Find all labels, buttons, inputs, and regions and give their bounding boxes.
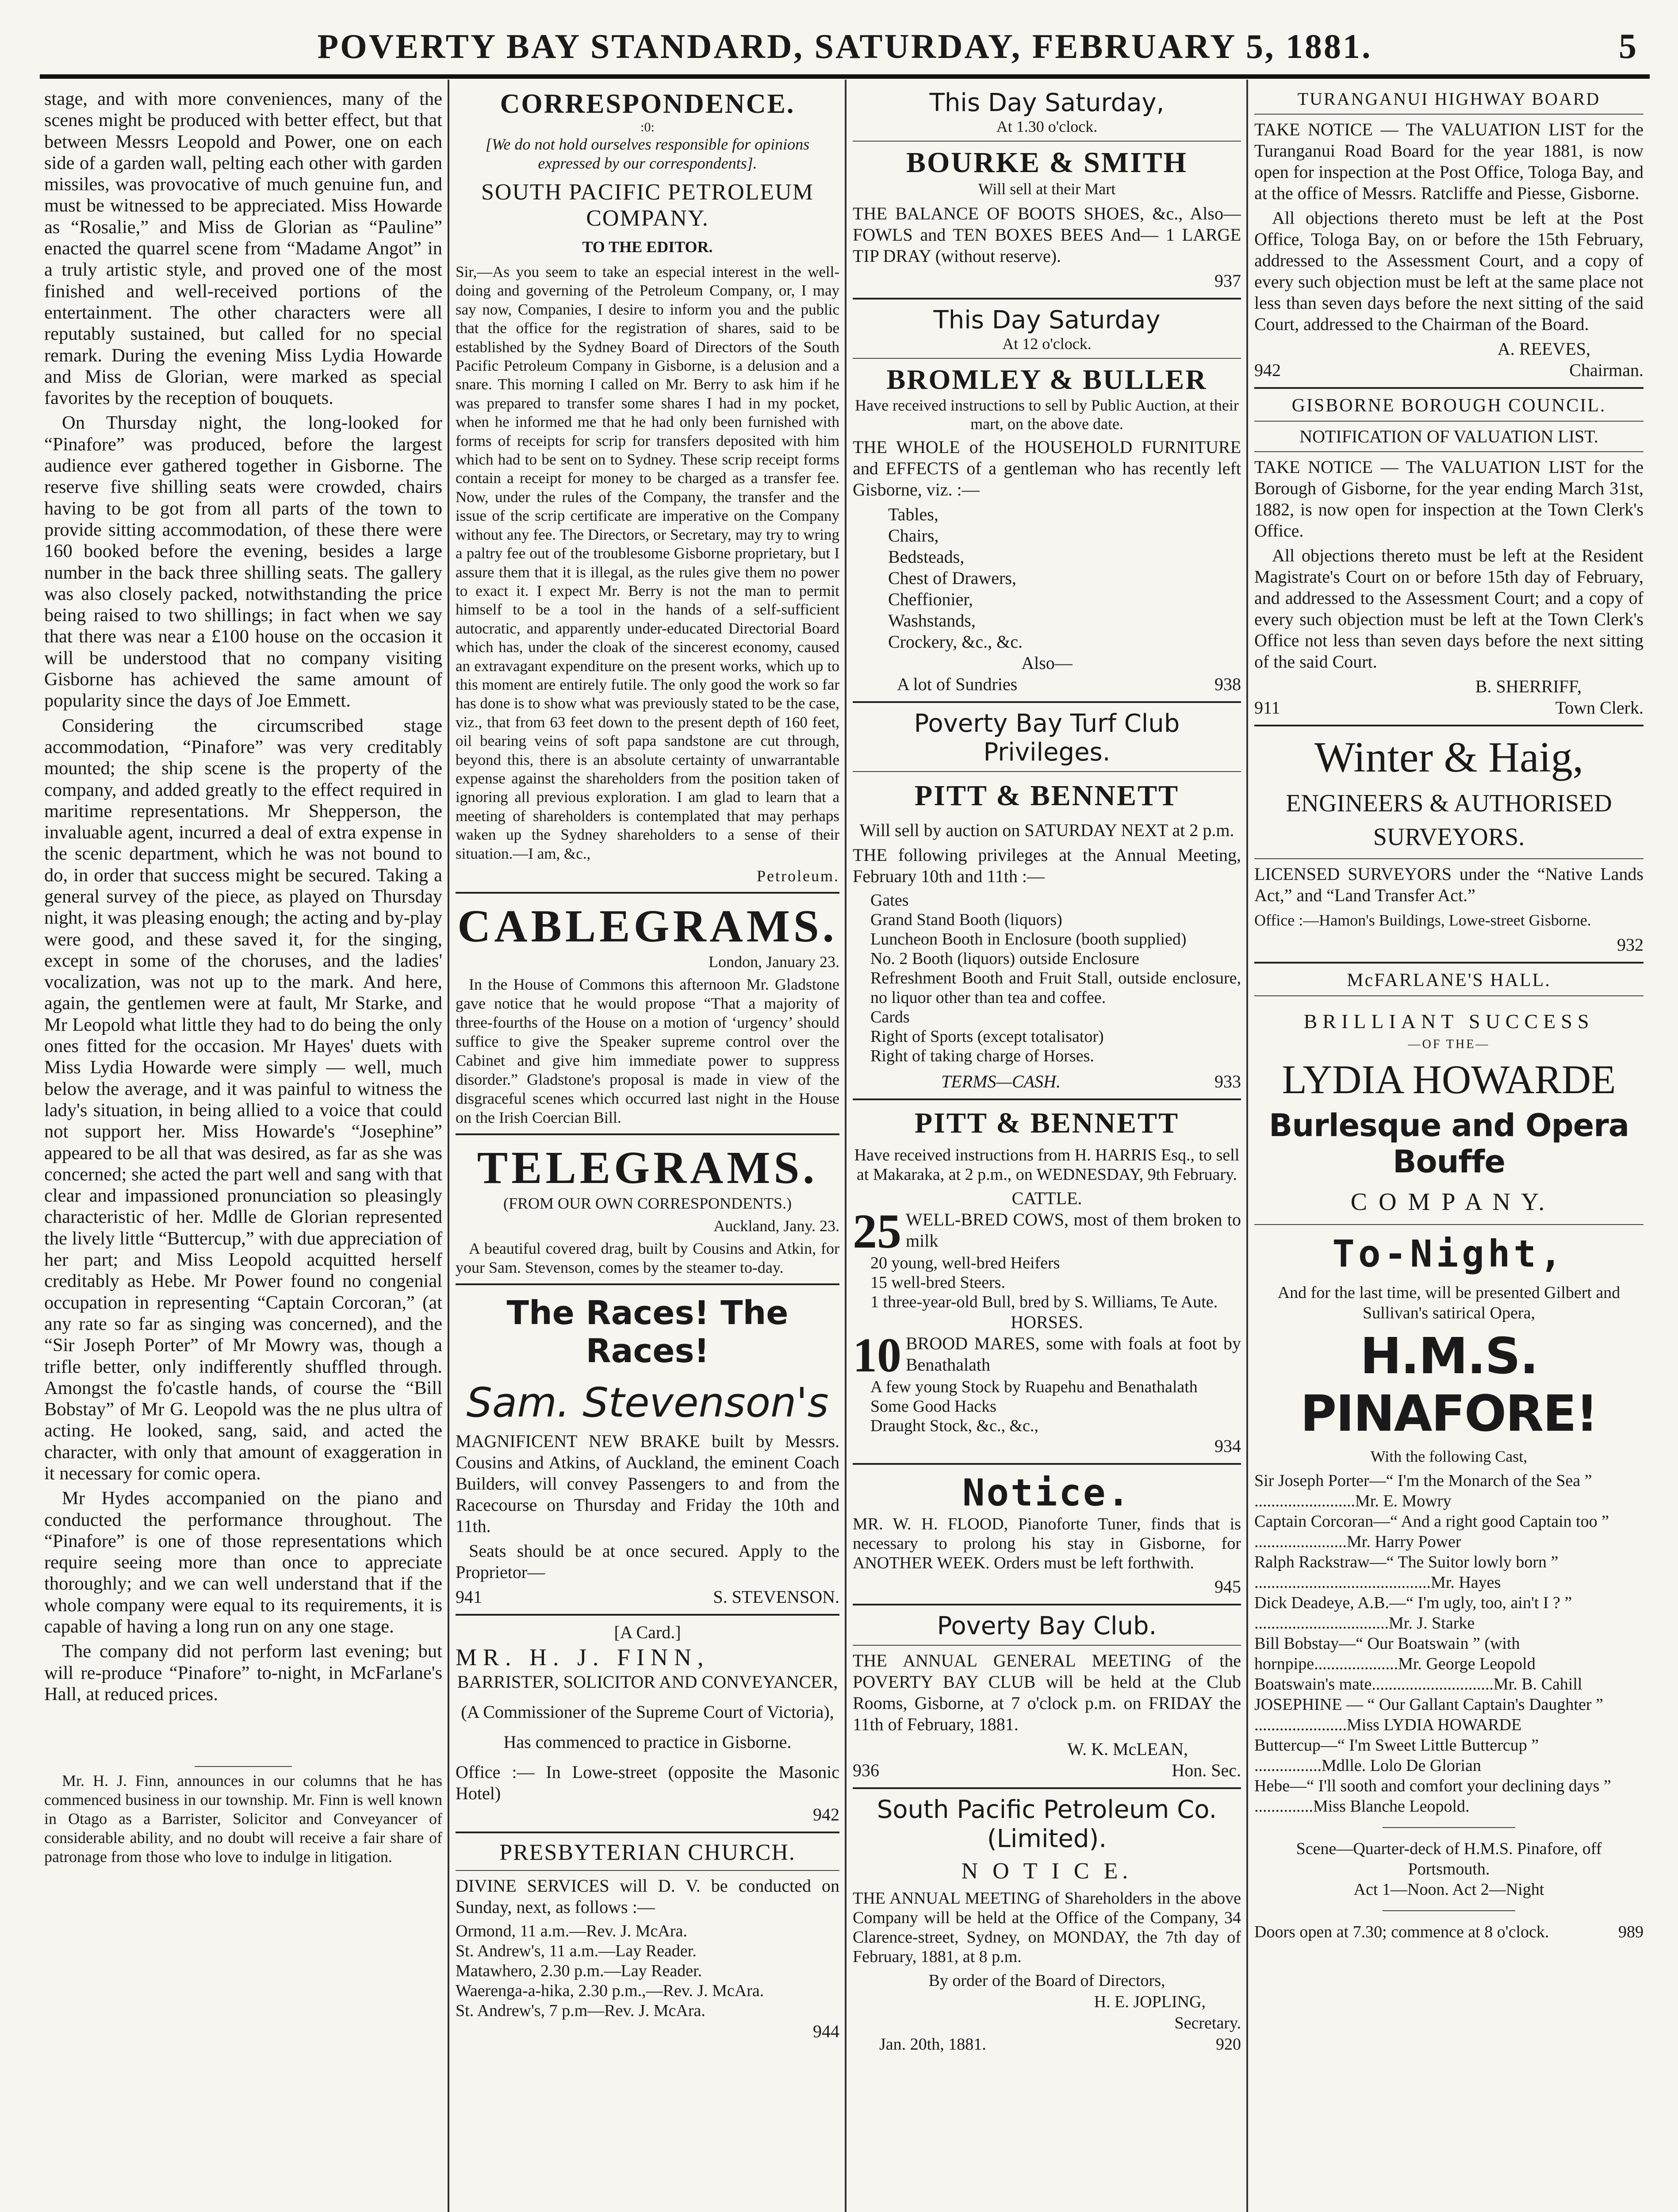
divider	[456, 1133, 839, 1135]
races-heading: The Races! The Races!	[506, 1294, 789, 1370]
hall-heading: McFARLANE'S HALL.	[1347, 970, 1551, 991]
horses-count: 10	[853, 1333, 901, 1377]
list-item: Washstands,	[888, 611, 976, 630]
hms-pinafore-heading: H.M.S. PINAFORE!	[1300, 1328, 1598, 1443]
list-item: Gates	[870, 891, 909, 910]
divider	[1254, 995, 1644, 996]
ad-number: 936	[853, 1760, 879, 1780]
bromley-body: THE WHOLE of the HOUSEHOLD FURNITURE and EFFECTS of a gentleman who has recently left Gisborne, viz. :—	[853, 437, 1241, 499]
winter-haig-subheading: ENGINEERS & AUTHORISED SURVEYORS.	[1286, 790, 1612, 851]
divider	[853, 1645, 1241, 1646]
list-item: Luncheon Booth in Enclosure (booth supplied)	[870, 930, 1187, 949]
ad-number: 911	[1254, 698, 1280, 718]
divider	[456, 892, 839, 894]
divider	[1254, 725, 1644, 726]
list-item: Cards	[870, 1008, 910, 1026]
bromley-also: Also—	[1021, 653, 1073, 673]
winter-haig-body: LICENSED SURVEYORS under the “Native Lands Act,” and “Land Transfer Act.”	[1254, 864, 1644, 905]
article-paragraph: On Thursday night, the long-looked for “Pinafore” was produced, before the largest audience ever gathered together in Gisborne. The reserve five shilling seats were crowded, chairs having to be got from all parts of the town to provide sitting accommodation, of these there were 160 booked before the evening, besides a large number in the back three shilling seats. The gallery was also closely packed, notwithstanding the price being raised to two shillings; in fact when we say that there was near a £100 house on the occasion it will be understood that no company visiting Gisborne has achieved the same amount of popularity since the days of Joe Emmett.	[44, 412, 442, 711]
divider	[1254, 962, 1644, 964]
divider	[1254, 387, 1644, 389]
correspondence-disclaimer: [We do not hold ourselves responsible for opinions expressed by our correspondents].	[485, 135, 810, 172]
club-body: THE ANNUAL GENERAL MEETING of the POVERTY BAY CLUB will be held at the Club Rooms, Gisborne, at 7 o'clock p.m. on FRIDAY the 11th of February, 1881.	[853, 1651, 1241, 1734]
divider	[853, 1604, 1241, 1605]
notice-heading: Notice.	[962, 1471, 1131, 1514]
divider	[853, 1463, 1241, 1465]
service-line: St. Andrew's, 11 a.m.—Lay Reader.	[456, 1942, 697, 1960]
column-3	[853, 88, 1241, 2212]
petroleum-signature: H. E. JOPLING,	[1094, 1993, 1206, 2011]
article-body	[44, 88, 442, 1705]
list-item: A few young Stock by Ruapehu and Benathalath	[870, 1378, 1198, 1396]
divider	[1254, 451, 1644, 452]
masthead-title: POVERTY BAY STANDARD, SATURDAY, FEBRUARY 5, 1881.	[317, 27, 1372, 65]
divider	[853, 1787, 1241, 1789]
list-item: Crockery, &c., &c.	[888, 632, 1023, 652]
petroleum-order: By order of the Board of Directors,	[928, 1971, 1165, 1990]
ad-number: 942	[813, 1805, 839, 1824]
cattle-list	[853, 1253, 1241, 1312]
cast-list	[1254, 1471, 1644, 1816]
terms-line: TERMS—CASH. 933	[941, 1071, 1241, 1091]
ad-number: 934	[1214, 1436, 1241, 1456]
doors-line: Doors open at 7.30; commence at 8 o'clock. 989	[1254, 1923, 1644, 1941]
telegrams-heading: TELEGRAMS.	[477, 1142, 818, 1193]
borough-council-heading: GISBORNE BOROUGH COUNCIL.	[1291, 396, 1606, 416]
list-item: Chest of Drawers,	[888, 568, 1016, 588]
turf-club-heading: Poverty Bay Turf Club Privileges.	[914, 709, 1180, 767]
cast-entry: Dick Deadeye, A.B.—“ I'm ugly, too, ain't I ? ” ................................Mr. J. Starke	[1254, 1594, 1572, 1632]
presbyterian-heading: PRESBYTERIAN CHURCH.	[499, 1840, 796, 1865]
pitt-bennett-name: PITT & BENNETT	[914, 780, 1180, 812]
stevenson-signature: 941 S. STEVENSON.	[456, 1587, 839, 1607]
petroleum-body: THE ANNUAL MEETING of Shareholders in the above Company will be held at the Office of the Company, 34 Clarence-street, Sydney, on MONDAY, the 7th day of February, 1881, at 8 p.m.	[853, 1889, 1241, 1966]
letter-title: SOUTH PACIFIC PETROLEUM COMPANY.	[481, 180, 814, 231]
list-item: Refreshment Booth and Fruit Stall, outside enclosure, no liquor other than tea and coffee.	[870, 969, 1241, 1007]
cast-entry: Buttercup—“ I'm Sweet Little Buttercup ” ................Mdlle. Lolo De Glorian	[1254, 1736, 1539, 1775]
letter-body: Sir,—As you seem to take an especial interest in the well-doing and governing of the Petroleum Company, or, I may say now, Companies, I desire to inform you and the public that the office for the registration of shares, said to be established by the Sydney Board of Directors of the South Pacific Petroleum Company in Gisborne, is a delusion and a snare. This morning I called on Mr. Berry to ask him if he was prepared to transfer some shares I had in my pocket, when he informed me that he had only been furnished with forms of receipts for scrip for transfers deposited with him which had to be sent on to Sydney. These scrip receipt forms contain a receipt for money to be charged as a transfer fee. Now, under the rules of the Company, the transfer and the issue of the scrip certificate are imperative on the Company without any fee. The Directors, or Secretary, may try to wring a paltry fee out of the troublesome Gisborne proprietary, but I assure them that it is illegal, as the rules give them no power to exact it. I expect Mr. Berry is not the man to permit himself to be a tool in the hands of a self-sufficient autocratic, and apparently under-educated Directorial Board which has, under the cloak of the sincerest economy, caused an extravagant expenditure on the present works, which up to this moment are entirely futile. The only good the work so far has done is to show what was previously stated to be the case, viz., that from 63 feet down to the present depth of 160 feet, oil bearing veins of soft papa sandstone are cut through, beyond this, there is an absolute certainty of unwarrantable expense against the shareholders from the position taken of ignoring all previous exploration. I am glad to learn that a meeting of shareholders is contemplated that may perhaps waken up the Sydney shareholders to a sense of their situation.—I am, &c.,	[456, 263, 839, 862]
ad-number: 933	[1214, 1071, 1241, 1091]
letter-signature: Petroleum.	[757, 867, 839, 885]
article-paragraph: The company did not perform last evening; but will re-produce “Pinafore” to-night, in McFarlane's Hall, at reduced prices.	[44, 1641, 442, 1705]
cattle-body: WELL-BRED COWS, most of them broken to milk	[906, 1210, 1241, 1251]
pitt-bennett-name: PITT & BENNETT	[914, 1107, 1180, 1139]
finn-note: Mr. H. J. Finn, announces in our columns that he has commenced business in our township. Mr. Finn is well known in Otago as a Barrister, Solicitor and Conveyancer of considerable ability, and no doubt will receive a fair share of patronage from those who love to indulge in litigation.	[44, 1772, 442, 1866]
tele-body: A beautiful covered drag, built by Cousins and Atkin, for your Sam. Stevenson, comes by the steamer to-day.	[456, 1240, 839, 1276]
list-item: Chairs,	[888, 526, 939, 545]
brilliant-success: BRILLIANT SUCCESS	[1303, 1010, 1594, 1033]
list-item: Tables,	[888, 504, 939, 524]
masthead	[44, 18, 1645, 71]
winter-haig-office: Office :—Hamon's Buildings, Lowe-street Gisborne.	[1254, 911, 1591, 929]
ad-number: 942	[1254, 360, 1281, 380]
service-line: St. Andrew's, 7 p.m—Rev. J. McAra.	[456, 2001, 705, 2020]
service-line: Matawhero, 2.30 p.m.—Lay Reader.	[456, 1962, 702, 1980]
cast-entry: Hebe—“ I'll sooth and comfort your declining days ” ..............Miss Blanche Leopold.	[1254, 1777, 1611, 1816]
divider	[456, 1832, 839, 1833]
list-item: Cheffionier,	[888, 589, 973, 609]
bromley-list	[853, 504, 1241, 653]
presbyterian-intro: DIVINE SERVICES will D. V. be conducted on Sunday, next, as follows :—	[456, 1876, 839, 1917]
lydia-howarde: LYDIA HOWARDE	[1282, 1057, 1616, 1102]
finn-title: BARRISTER, SOLICITOR AND CONVEYANCER,	[457, 1672, 838, 1692]
privileges-list	[853, 891, 1241, 1066]
divider	[1254, 858, 1644, 859]
petroleum-heading: South Pacific Petroleum Co. (Limited).	[877, 1795, 1217, 1853]
cast-entry: JOSEPHINE — “ Our Gallant Captain's Daughter ” ......................Miss LYDIA HOWARDE	[1254, 1695, 1603, 1734]
column-2	[456, 88, 839, 2212]
masthead-rule	[40, 74, 1650, 79]
divider	[853, 358, 1241, 359]
cast-entry: Boatswain's mate.............................Mr. B. Cahill	[1254, 1675, 1582, 1694]
cast-label: With the following Cast,	[1370, 1448, 1528, 1465]
column-divider	[448, 80, 449, 2212]
club-signature: W. K. McLEAN,	[1067, 1739, 1188, 1759]
ad-number: 937	[1214, 271, 1241, 291]
divider	[853, 701, 1241, 703]
tonight-body: And for the last time, will be presented Gilbert and Sullivan's satirical Opera,	[1277, 1283, 1621, 1322]
article-paragraph: Mr Hydes accompanied on the piano and conducted the performance throughout. The “Pinafore” is one of those representations which require seeing more than once to appreciate thoroughly; and we can well understand that if the whole company were equal to its requirements, it is capable of having a long run on any one stage.	[44, 1488, 442, 1637]
article-paragraph: stage, and with more conveniences, many of the scenes might be produced with better effect, but that between Messrs Leopold and Power, one on each side of a garden wall, pelting each other with garden missiles, was provocative of much genuine fun, and must be witnessed to be appreciated. Miss Howarde as “Rosalie,” and Miss de Glorian as “Pauline” enacted the quarrel scene from “Madame Angot” in a truly artistic style, and proved one of the most finished and well-received portions of the entertainment. The other characters were all reputably sustained, but called for no special remark. During the evening Miss Lydia Howarde and Miss de Glorian, were marked as special favorites by the reception of bouquets.	[44, 88, 442, 409]
borough-signature: B. SHERRIFF,	[1475, 676, 1582, 696]
divider	[1254, 114, 1644, 115]
petroleum-notice-label: N O T I C E.	[961, 1859, 1133, 1884]
highway-body: TAKE NOTICE — The VALUATION LIST for the Turanganui Road Board for the year 1881, is now open for inspection at the Post Office, Tologa Bay, and at the office of Messrs. Ratcliffe and Piesse, Gisborne.	[1254, 119, 1644, 203]
borough-body: TAKE NOTICE — The VALUATION LIST for the Borough of Gisborne, for the year ending March 31st, 1882, is now open for inspection at the Town Clerk's Office.	[1254, 457, 1644, 541]
stevenson-body2: Seats should be at once secured. Apply to the Proprietor—	[456, 1541, 839, 1582]
ad-number: 920	[1216, 2035, 1241, 2054]
cable-body: In the House of Commons this afternoon Mr. Gladstone gave notice that he would propose “That a majority of three-fourths of the House on a motion of ‘urgency’ should suffice to give the Speaker supreme control over the Cabinet and give him immediate power to suppress disorder.” Gladstone's proposal is made in view of the disgraceful scenes which occurred last night in the House on the Irish Coercian Bill.	[456, 975, 839, 1126]
pitt-body: THE following privileges at the Annual Meeting, February 10th and 11th :—	[853, 845, 1241, 886]
divider	[853, 771, 1241, 772]
cattle-count: 25	[853, 1209, 901, 1253]
cablegrams-heading: CABLEGRAMS.	[457, 901, 838, 952]
cast-entry: Ralph Rackstraw—“ The Suitor lowly born ” ..........................................Mr. Hayes	[1254, 1553, 1559, 1592]
divider	[1254, 421, 1644, 422]
divider	[1383, 1827, 1515, 1828]
petroleum-secretary: Secretary.	[1174, 2014, 1241, 2032]
letter-to: TO THE EDITOR.	[582, 238, 713, 256]
cast-entry: Bill Bobstay—“ Our Boatswain ” (with hornpipe....................Mr. George Leopold	[1254, 1634, 1536, 1673]
telegrams-subheading: (FROM OUR OWN CORRESPONDENTS.)	[503, 1194, 792, 1212]
list-item: No. 2 Booth (liquors) outside Enclosure	[870, 949, 1139, 968]
highway-sig-line: 942 Chairman.	[1254, 360, 1644, 380]
list-item: Bedsteads,	[888, 547, 965, 567]
pitt-intro: Will sell by auction on SATURDAY NEXT at 2 p.m.	[859, 820, 1234, 840]
divider	[853, 1098, 1241, 1100]
stevenson-name: Sam. Stevenson's	[466, 1379, 829, 1426]
club-heading: Poverty Bay Club.	[937, 1612, 1157, 1640]
highway-body2: All objections thereto must be left at the Post Office, Tologa Bay, on or before the 15th February, addressed to the Assessment Court, and a copy of every such objection must be left at the same place not less than seven days before the next sitting of the said Court, addressed to the Chairman of the Board.	[1254, 208, 1644, 334]
bourke-items: THE BALANCE OF BOOTS SHOES, &c., Also— FOWLS and TEN BOXES BEES And— 1 LARGE TIP DRAY (without reserve).	[853, 204, 1241, 266]
column-divider	[1246, 80, 1248, 2212]
of-the: —OF THE—	[1408, 1037, 1490, 1051]
presbyterian-services	[456, 1921, 839, 2021]
highway-board-heading: TURANGANUI HIGHWAY BOARD	[1297, 89, 1601, 109]
page-number: 5	[1619, 27, 1636, 66]
scene-line: Scene—Quarter-deck of H.M.S. Pinafore, off Portsmouth.	[1296, 1839, 1602, 1878]
service-line: Waerenga-a-hika, 2.30 p.m.,—Rev. J. McAra.	[456, 1982, 764, 2000]
auction-time: At 1.30 o'clock.	[996, 118, 1098, 135]
club-sig-line: 936 Hon. Sec.	[853, 1760, 1241, 1780]
highway-signature: A. REEVES,	[1498, 339, 1590, 359]
service-line: Ormond, 11 a.m.—Rev. J. McAra.	[456, 1922, 687, 1940]
divider	[1254, 1224, 1644, 1225]
ad-number: 938	[1214, 674, 1241, 694]
cast-entry: Sir Joseph Porter—“ I'm the Monarch of the Sea ” ........................Mr. E. Mowry	[1254, 1471, 1592, 1510]
divider	[456, 1614, 839, 1616]
list-item: Right of Sports (except totalisator)	[870, 1027, 1104, 1046]
divider	[456, 1283, 839, 1285]
horses-entry	[853, 1333, 1241, 1377]
bromley-sundries-line: A lot of Sundries 938	[897, 674, 1241, 694]
horses-label: HORSES.	[1011, 1312, 1083, 1332]
petroleum-date-line: Jan. 20th, 1881. 920	[853, 2034, 1241, 2055]
column-1	[44, 88, 442, 2212]
winter-haig-heading: Winter & Haig,	[1314, 733, 1584, 781]
divider	[853, 298, 1241, 300]
cattle-entry	[853, 1209, 1241, 1253]
list-item: 1 three-year-old Bull, bred by S. Williams, Te Aute.	[870, 1293, 1218, 1311]
ad-number: 989	[1618, 1923, 1644, 1941]
list-item: Draught Stock, &c., &c.,	[870, 1417, 1038, 1435]
borough-subheading: NOTIFICATION OF VALUATION LIST.	[1299, 426, 1598, 446]
divider	[195, 1766, 292, 1767]
divider-ornament: :0:	[640, 120, 655, 134]
auction-day-heading: This Day Saturday	[933, 306, 1161, 334]
list-item: 15 well-bred Steers.	[870, 1273, 1005, 1292]
company-heading: C O M P A N Y.	[1350, 1188, 1548, 1216]
finn-commission: (A Commissioner of the Supreme Court of Victoria),	[461, 1702, 834, 1722]
finn-name: MR. H. J. FINN,	[456, 1644, 710, 1671]
finn-practice: Has commenced to practice in Gisborne.	[503, 1732, 792, 1752]
list-item: Right of taking charge of Horses.	[870, 1047, 1094, 1065]
auction-time: At 12 o'clock.	[1002, 335, 1092, 353]
card-label: [A Card.]	[614, 1622, 681, 1642]
list-item: Grand Stand Booth (liquors)	[870, 910, 1062, 929]
horses-list	[853, 1377, 1241, 1436]
borough-body2: All objections thereto must be left at the Resident Magistrate's Court on or before 15th day of February, and addressed to the Assessment Court; and a copy of every such objection must be left at the Town Clerk's Office not less than seven days before the next sitting of the said Court.	[1254, 545, 1644, 672]
borough-sig-line: 911 Town Clerk.	[1254, 698, 1644, 718]
pitt2-intro: Have received instructions from H. HARRIS Esq., to sell at Makaraka, at 2 p.m., on WEDNESDAY, 9th February.	[854, 1146, 1240, 1184]
ad-number: 941	[456, 1587, 482, 1607]
acts-line: Act 1—Noon. Act 2—Night	[1353, 1880, 1544, 1899]
ad-number: 944	[813, 2021, 839, 2041]
cattle-label: CATTLE.	[1011, 1188, 1082, 1208]
notice-body: MR. W. H. FLOOD, Pianoforte Tuner, finds that is necessary to prolong his stay in Gisborne, for ANOTHER WEEK. Orders must be left forthwith.	[853, 1515, 1241, 1572]
burlesque-heading: Burlesque and Opera Bouffe	[1268, 1107, 1629, 1180]
ad-number: 932	[1617, 935, 1644, 955]
ad-number: 945	[1214, 1577, 1241, 1597]
correspondence-heading: CORRESPONDENCE.	[500, 89, 795, 119]
divider	[1383, 1910, 1515, 1911]
bourke-smith-name: BOURKE & SMITH	[906, 146, 1188, 179]
list-item: Some Good Hacks	[870, 1397, 996, 1416]
stevenson-body: MAGNIFICENT NEW BRAKE built by Messrs. Cousins and Atkins, of Auckland, the eminent Coach Builders, will convey Passengers to and from the Racecourse on Thursday and Friday the 10th and 11th.	[456, 1431, 839, 1536]
horses-body: BROOD MARES, some with foals at foot by Benathalath	[906, 1333, 1241, 1375]
bromley-buller-name: BROMLEY & BULLER	[886, 364, 1207, 395]
column-divider	[845, 80, 847, 2212]
tele-dateline: Auckland, Jany. 23.	[713, 1217, 839, 1235]
auction-day-heading: This Day Saturday,	[929, 88, 1165, 117]
cable-dateline: London, January 23.	[709, 953, 839, 971]
bourke-sell: Will sell at their Mart	[978, 180, 1116, 198]
tonight-heading: To-Night,	[1332, 1232, 1566, 1275]
list-item: 20 young, well-bred Heifers	[870, 1254, 1060, 1272]
bromley-intro: Have received instructions to sell by Public Auction, at their mart, on the above date.	[855, 396, 1239, 433]
article-paragraph: Considering the circumscribed stage accommodation, “Pinafore” was very creditably mounted; the ship scene is the property of the company, and added greatly to the effect required in maritime representations. Mr Shepperson, the invaluable agent, incurred a deal of extra expense in the scenic department, which he was not bound to do, in order that success might be secured. Taking a general survey of the piece, as played on Thursday night, it was pleasing enough; the acting and by-play were good, and these saved it, for the singing, except in some of the choruses, and the ladies' vocalization, was not up to the mark. And here, again, the gentlemen were at fault, Mr Starke, and Mr Leopold what little they had to do being the only ones fitted for the occasion. Mr Hayes' duets with Miss Lydia Howarde were simply — well, much below the average, and it was painful to witness the lady's situation, in being allied to a voice that could not support her. Miss Howarde's “Josephine” appeared to be all that was desired, as far as she was concerned; she acted the part well and sang with that clear and impassioned pronunciation so pleasingly characteristic of her. Mdlle de Glorian represented the lively little “Buttercup,” with due appreciation of her part; and Miss Leopold acquitted herself creditably as Hebe. Mr Power found no congenial occupation in representing “Captain Corcoran,” (at any rate so far as singing was concerned), and the “Sir Joseph Porter” of Mr Mowry was, though a trifle better, only indifferently shuffled through. Amongst the fo'castle hands, of course the “Bill Bobstay” of Mr G. Leopold was the ne plus ultra of acting. He looked, sang, said, and acted the character, with only that amount of exaggeration in it necessary for comic opera.	[44, 715, 442, 1484]
divider	[456, 1870, 839, 1871]
column-4	[1254, 88, 1644, 2212]
finn-office: Office :— In Lowe-street (opposite the Masonic Hotel)	[456, 1762, 839, 1803]
divider	[853, 141, 1241, 142]
cast-entry: Captain Corcoran—“ And a right good Captain too ” ......................Mr. Harry Power	[1254, 1512, 1609, 1551]
